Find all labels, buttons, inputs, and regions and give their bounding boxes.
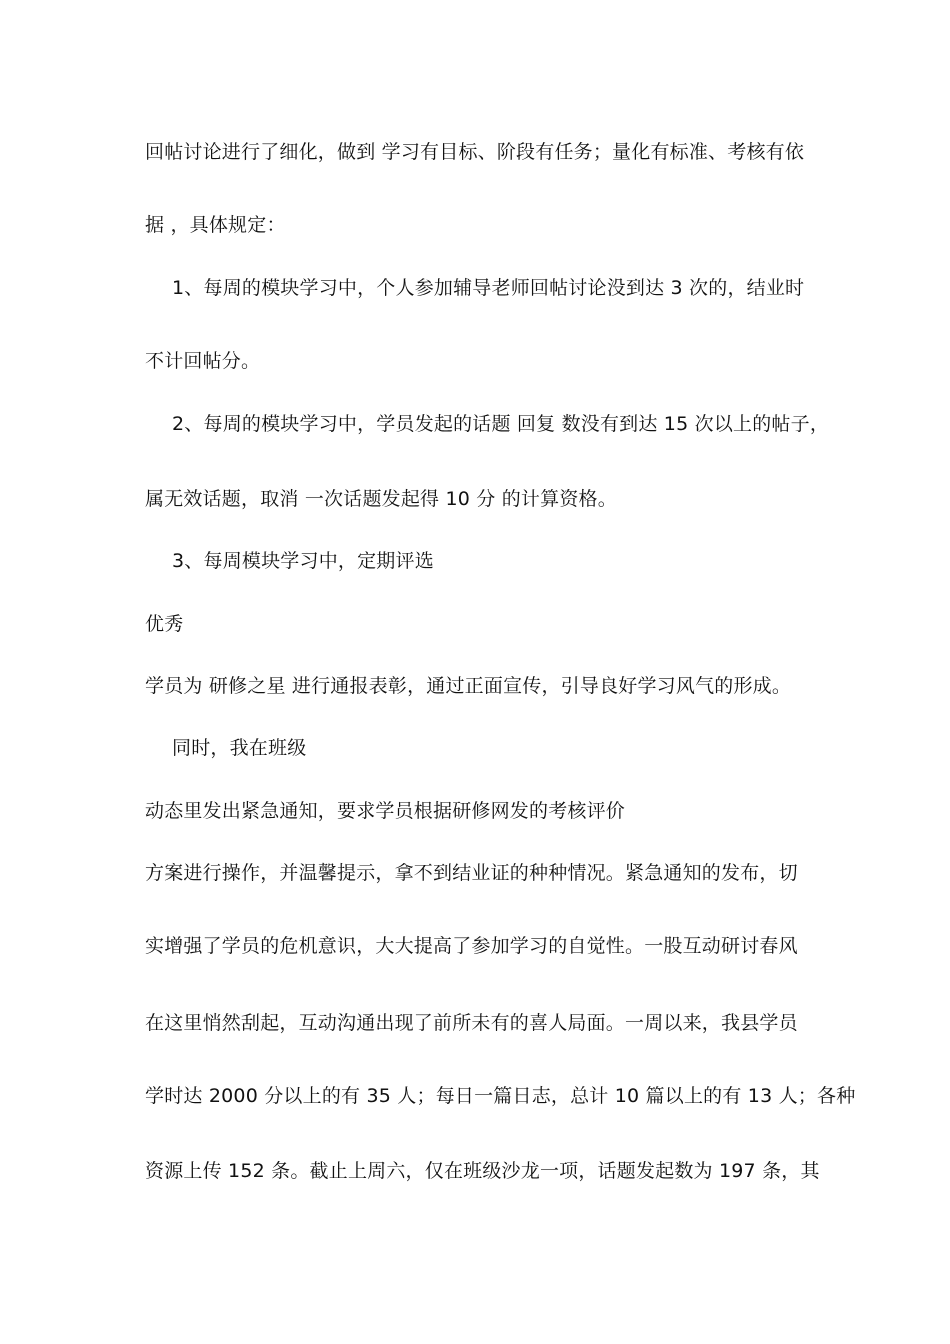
rule-item-3-line-2: 优秀 [145, 613, 184, 635]
paragraph-2-line-4: 实增强了学员的危机意识，大大提高了参加学习的自觉性。一股互动研讨春风 [145, 935, 798, 957]
paragraph-2-line-7: 资源上传 152 条。截止上周六，仅在班级沙龙一项，话题发起数为 197 条，其 [145, 1160, 820, 1182]
rule-item-3-line-1: 3、每周模块学习中，定期评选 [172, 550, 434, 572]
paragraph-2-line-3: 方案进行操作，并温馨提示，拿不到结业证的种种情况。紧急通知的发布，切 [145, 862, 798, 884]
paragraph-line-2: 据 ，具体规定： [145, 214, 286, 236]
paragraph-2-line-6: 学时达 2000 分以上的有 35 人；每日一篇日志，总计 10 篇以上的有 13 人；各种 [145, 1085, 856, 1107]
rule-item-2-line-1: 2、每周的模块学习中，学员发起的话题 回复 数没有到达 15 次以上的帖子， [172, 413, 830, 435]
paragraph-2-line-1: 同时，我在班级 [172, 737, 307, 759]
paragraph-2-line-2: 动态里发出紧急通知，要求学员根据研修网发的考核评价 [145, 800, 626, 822]
paragraph-2-line-5: 在这里悄然刮起，互动沟通出现了前所未有的喜人局面。一周以来，我县学员 [145, 1012, 798, 1034]
paragraph-line-1: 回帖讨论进行了细化，做到 学习有目标、阶段有任务；量化有标准、考核有依 [145, 141, 805, 163]
rule-item-1-line-2: 不计回帖分。 [145, 350, 261, 372]
rule-item-3-line-3: 学员为 研修之星 进行通报表彰，通过正面宣传，引导良好学习风气的形成。 [145, 675, 792, 697]
rule-item-2-line-2: 属无效话题，取消 一次话题发起得 10 分 的计算资格。 [145, 488, 617, 510]
rule-item-1-line-1: 1、每周的模块学习中，个人参加辅导老师回帖讨论没到达 3 次的，结业时 [172, 277, 805, 299]
